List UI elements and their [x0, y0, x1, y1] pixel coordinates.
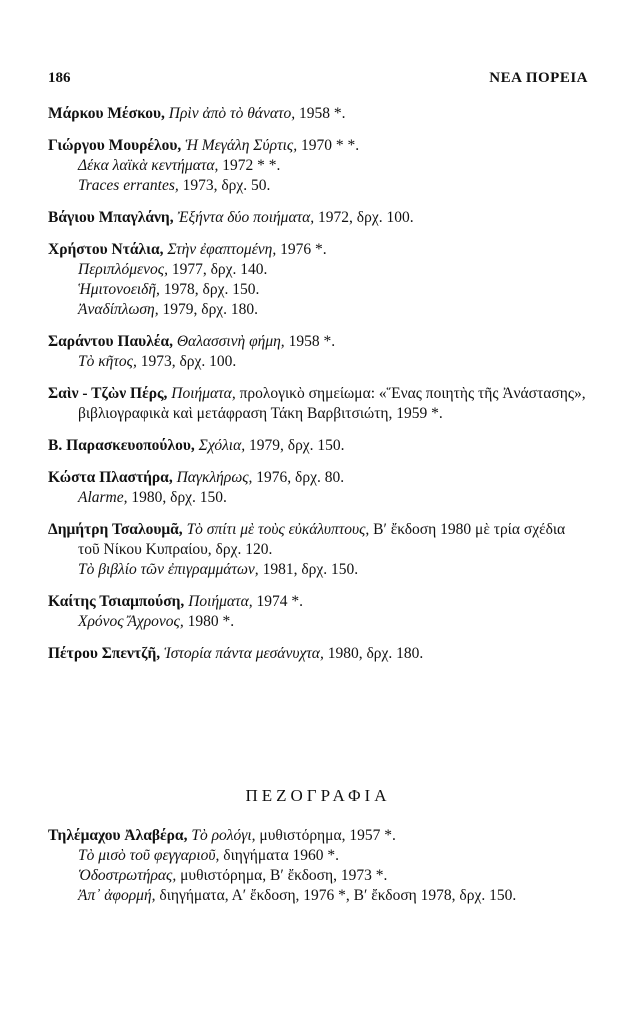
entry-continuation-line: [78, 612, 588, 632]
work-title: Alarme,: [78, 489, 128, 506]
bibliography-entry: [48, 384, 588, 424]
work-details: 1976 *.: [276, 241, 327, 258]
work-details: 1981, δρχ. 150.: [258, 561, 359, 578]
work-title: Περιπλόμενος,: [78, 261, 168, 278]
poetry-entries: [48, 104, 588, 676]
entry-continuation-line: [78, 280, 588, 300]
work-details: 1978, δρχ. 150.: [159, 281, 260, 298]
entry-continuation-line: [78, 488, 588, 508]
entry-continuation-line: [78, 352, 588, 372]
author-name: Δημήτρη Τσαλουμᾶ,: [48, 521, 183, 538]
bibliography-entry: [48, 240, 588, 320]
work-details: 1970 * *.: [297, 137, 360, 154]
bibliography-entry: [48, 826, 588, 906]
author-name: Β. Παρασκευοπούλου,: [48, 437, 195, 454]
author-name: Σαὶν - Τζὼν Πέρς,: [48, 385, 168, 402]
work-details: 1974 *.: [252, 593, 303, 610]
author-name: Καίτης Τσιαμπούση,: [48, 593, 185, 610]
work-title: Τὸ μισὸ τοῦ φεγγαριοῦ,: [78, 847, 220, 864]
work-details: 1973, δρχ. 100.: [136, 353, 237, 370]
entry-first-line: [48, 384, 588, 424]
work-details: Β′ ἔκδοση 1980 μὲ τρία σχέδια τοῦ Νίκου Κυπραίου, δρχ. 120.: [78, 521, 566, 558]
work-details: 1979, δρχ. 180.: [158, 301, 259, 318]
entry-continuation-line: [78, 260, 588, 280]
work-details: 1972 * *.: [218, 157, 281, 174]
entry-continuation-line: [78, 156, 588, 176]
entry-first-line: [48, 240, 588, 260]
bibliography-entry: [48, 644, 588, 664]
work-title: Ἀναδίπλωση,: [78, 301, 159, 318]
work-details: μυθιστόρημα, Β′ ἔκδοση, 1973 *.: [176, 867, 388, 884]
work-details: 1972, δρχ. 100.: [314, 209, 414, 226]
author-name: Μάρκου Μέσκου,: [48, 105, 165, 122]
work-details: διηγήματα 1960 *.: [219, 847, 339, 864]
entry-continuation-line: [78, 176, 588, 196]
work-title: Ἐξήντα δύο ποιήματα,: [177, 209, 315, 226]
work-title: Ἡ Μεγάλη Σύρτις,: [185, 137, 298, 154]
author-name: Σαράντου Παυλέα,: [48, 333, 173, 350]
author-name: Τηλέμαχου Ἀλαβέρα,: [48, 827, 188, 844]
work-title: Ἡμιτονοειδῆ,: [78, 281, 160, 298]
entry-first-line: [48, 436, 588, 456]
work-title: Τὸ κῆτος,: [78, 353, 137, 370]
page-number: 186: [48, 70, 71, 86]
bibliography-entry: [48, 208, 588, 228]
work-title: Ποιήματα,: [171, 385, 236, 402]
entry-first-line: [48, 136, 588, 156]
bibliography-entry: [48, 520, 588, 580]
author-name: Βάγιου Μπαγλάνη,: [48, 209, 174, 226]
work-title: Τὸ σπίτι μὲ τοὺς εὐκάλυπτους,: [186, 521, 370, 538]
bibliography-entry: [48, 104, 588, 124]
prose-entries: [48, 826, 588, 918]
author-name: Χρήστου Ντάλια,: [48, 241, 164, 258]
bibliography-entry: [48, 592, 588, 632]
bibliography-entry: [48, 468, 588, 508]
work-details: 1980, δρχ. 150.: [127, 489, 227, 506]
entry-continuation-line: [78, 560, 588, 580]
running-title: ΝΕΑ ΠΟΡΕΙΑ: [489, 70, 588, 86]
work-details: 1979, δρχ. 150.: [245, 437, 345, 454]
work-title: Δέκα λαϊκὰ κεντήματα,: [78, 157, 219, 174]
work-title: Τὸ βιβλίο τῶν ἐπιγραμμάτων,: [78, 561, 259, 578]
work-details: 1977, δρχ. 140.: [167, 261, 268, 278]
work-details: 1958 *.: [295, 105, 346, 122]
work-title: Παγκλήρως,: [176, 469, 253, 486]
section-title: ΠΕΖΟΓΡΑΦΙΑ: [245, 786, 391, 805]
work-title: Ποιήματα,: [188, 593, 253, 610]
entry-first-line: [48, 468, 588, 488]
work-title: Traces errantes,: [78, 177, 179, 194]
author-name: Πέτρου Σπεντζῆ,: [48, 645, 161, 662]
entry-first-line: [48, 208, 588, 228]
work-title: Ἱστορία πάντα μεσάνυχτα,: [164, 645, 324, 662]
bibliography-entry: [48, 332, 588, 372]
entry-first-line: [48, 520, 588, 560]
work-details: 1976, δρχ. 80.: [252, 469, 345, 486]
work-title: Ἀπ᾽ ἀφορμή,: [78, 887, 156, 904]
work-details: 1980 *.: [183, 613, 235, 630]
work-details: προλογικὸ σημείωμα: «Ἕνας ποιητὴς τῆς Ἀνάστασης», βιβλιογραφικὰ καὶ μετάφραση Τάκη Βαρβιτσιώτη, 1959 *.: [78, 385, 586, 422]
entry-first-line: [48, 644, 588, 664]
work-title: Ὁδοστρωτήρας,: [78, 867, 177, 884]
entry-first-line: [48, 104, 588, 124]
work-title: Πρὶν ἀπὸ τὸ θάνατο,: [168, 105, 296, 122]
bibliography-entry: [48, 436, 588, 456]
work-title: Χρόνος Ἄχρονος,: [78, 613, 184, 630]
work-title: Τὸ ρολόγι,: [191, 827, 256, 844]
entry-first-line: [48, 332, 588, 352]
work-title: Θαλασσινὴ φήμη,: [176, 333, 285, 350]
work-title: Στὴν ἐφαπτομένη,: [167, 241, 277, 258]
entry-continuation-line: [78, 886, 588, 906]
entry-first-line: [48, 826, 588, 846]
entry-continuation-line: [78, 866, 588, 886]
work-details: 1958 *.: [284, 333, 336, 350]
work-details: διηγήματα, Α′ ἔκδοση, 1976 *, Β′ ἔκδοση 1978, δρχ. 150.: [155, 887, 517, 904]
entry-first-line: [48, 592, 588, 612]
work-details: 1973, δρχ. 50.: [178, 177, 271, 194]
work-details: 1980, δρχ. 180.: [323, 645, 424, 662]
work-title: Σχόλια,: [198, 437, 246, 454]
author-name: Κώστα Πλαστήρα,: [48, 469, 173, 486]
entry-continuation-line: [78, 300, 588, 320]
author-name: Γιώργου Μουρέλου,: [48, 137, 182, 154]
bibliography-entry: [48, 136, 588, 196]
entry-continuation-line: [78, 846, 588, 866]
work-details: μυθιστόρημα, 1957 *.: [255, 827, 396, 844]
